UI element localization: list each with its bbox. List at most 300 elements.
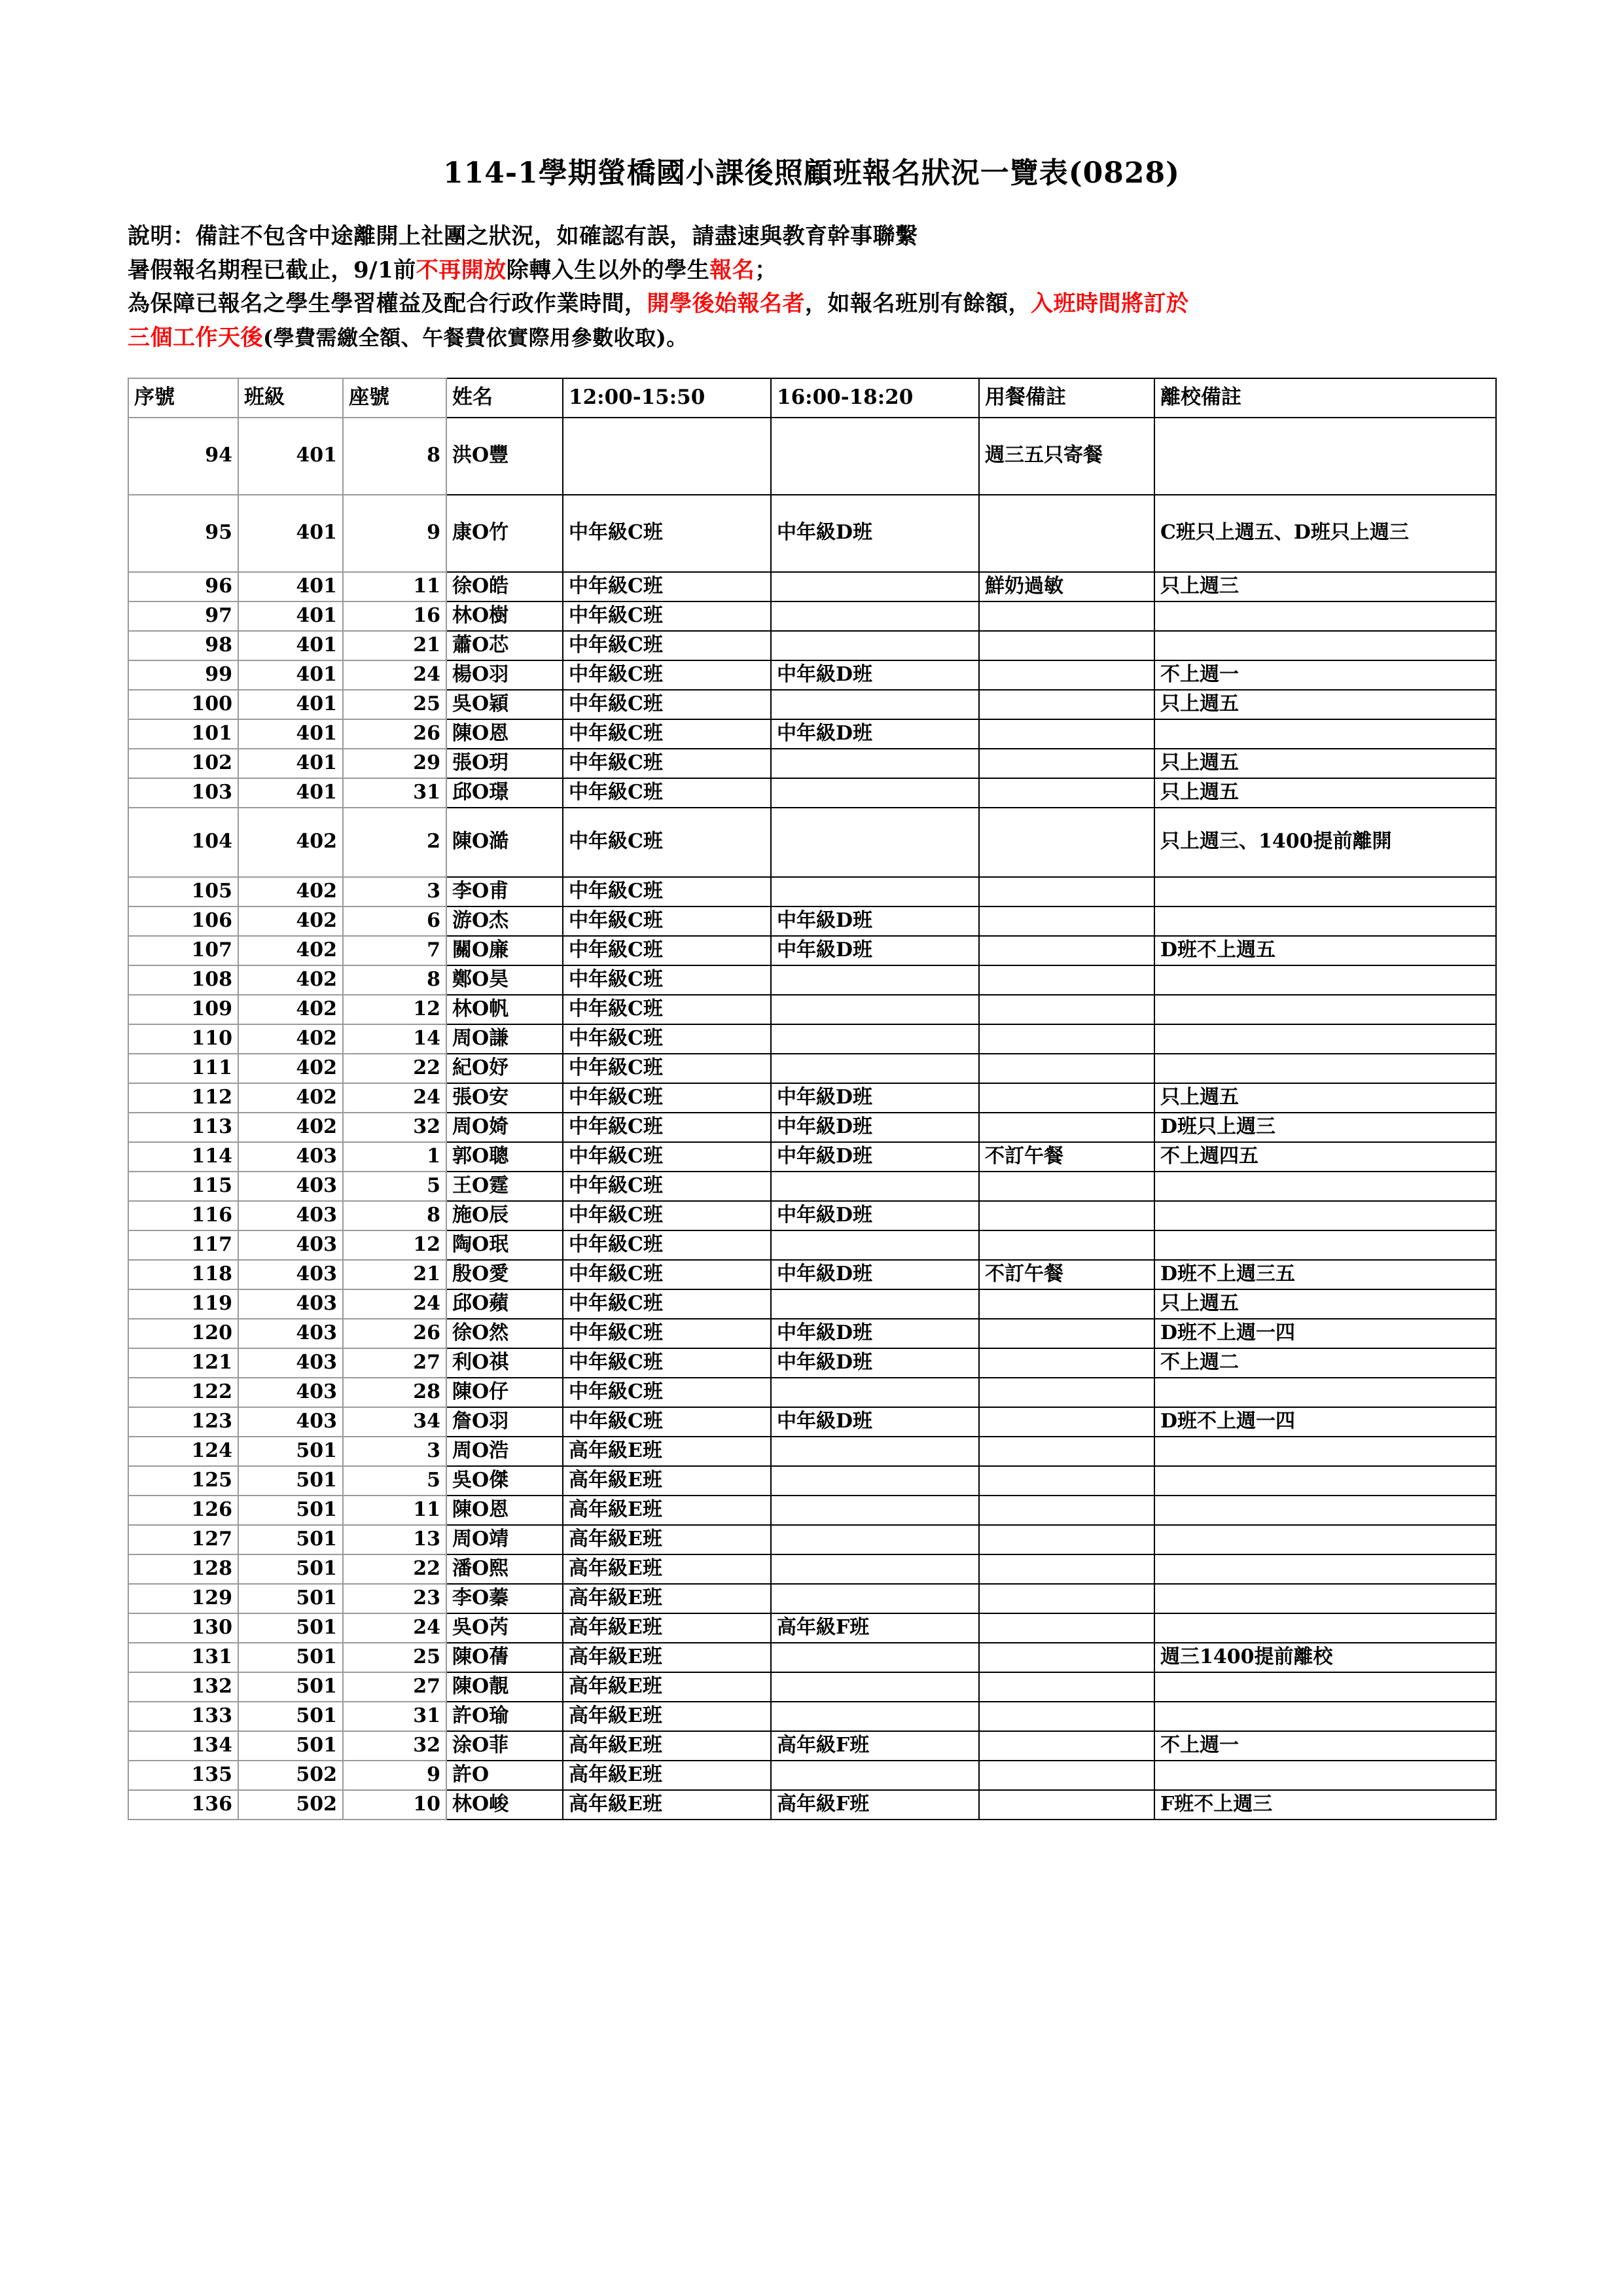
cell-meal-note	[979, 778, 1154, 808]
cell-session-am: 中年級C班	[563, 877, 771, 906]
cell-leave-note	[1154, 1172, 1496, 1201]
cell-session-pm: 中年級D班	[771, 1142, 979, 1172]
cell-name: 許O	[446, 1761, 563, 1790]
cell-classroom: 502	[238, 1761, 343, 1790]
cell-leave-note	[1154, 1613, 1496, 1643]
cell-name: 關O廉	[446, 936, 563, 965]
cell-seq: 133	[128, 1702, 238, 1731]
cell-classroom: 401	[238, 660, 343, 690]
cell-meal-note	[979, 601, 1154, 631]
cell-seat: 12	[343, 1230, 446, 1260]
table-row	[128, 660, 1496, 690]
cell-classroom: 501	[238, 1584, 343, 1613]
cell-session-am: 中年級C班	[563, 1024, 771, 1054]
cell-seat: 3	[343, 877, 446, 906]
cell-name: 周O謙	[446, 1024, 563, 1054]
cell-name: 王O霆	[446, 1172, 563, 1201]
cell-session-am: 中年級C班	[563, 1083, 771, 1113]
cell-meal-note	[979, 1761, 1154, 1790]
cell-session-pm: 中年級D班	[771, 1319, 979, 1348]
cell-session-pm	[771, 1496, 979, 1525]
cell-classroom: 401	[238, 631, 343, 660]
cell-meal-note: 鮮奶過敏	[979, 572, 1154, 601]
table-row	[128, 1466, 1496, 1496]
cell-session-pm	[771, 995, 979, 1024]
cell-classroom: 501	[238, 1613, 343, 1643]
cell-seq: 117	[128, 1230, 238, 1260]
note-line-2-part-a: 暑假報名期程已截止，9/1前	[128, 257, 416, 283]
table-row	[128, 1172, 1496, 1201]
cell-session-pm	[771, 808, 979, 877]
cell-leave-note	[1154, 1496, 1496, 1525]
notes-block	[128, 220, 1495, 355]
cell-session-am: 中年級C班	[563, 601, 771, 631]
cell-seat: 29	[343, 749, 446, 778]
cell-seq: 108	[128, 965, 238, 995]
cell-leave-note	[1154, 1024, 1496, 1054]
cell-session-pm	[771, 1437, 979, 1466]
cell-leave-note	[1154, 719, 1496, 749]
cell-name: 許O瑜	[446, 1702, 563, 1731]
cell-session-pm: 高年級F班	[771, 1613, 979, 1643]
cell-name: 蕭O芯	[446, 631, 563, 660]
cell-meal-note	[979, 1113, 1154, 1142]
cell-meal-note: 不訂午餐	[979, 1260, 1154, 1289]
cell-seq: 115	[128, 1172, 238, 1201]
table-row	[128, 1142, 1496, 1172]
table-row	[128, 1378, 1496, 1407]
column-header-seq: 序號	[128, 378, 238, 418]
cell-seat: 14	[343, 1024, 446, 1054]
column-header-session-am: 12:00-15:50	[563, 378, 771, 418]
cell-meal-note	[979, 495, 1154, 572]
cell-leave-note: D班只上週三	[1154, 1113, 1496, 1142]
cell-classroom: 501	[238, 1672, 343, 1702]
cell-seq: 101	[128, 719, 238, 749]
cell-classroom: 401	[238, 778, 343, 808]
cell-seq: 98	[128, 631, 238, 660]
table-row	[128, 995, 1496, 1024]
cell-seat: 27	[343, 1348, 446, 1378]
cell-session-am	[563, 418, 771, 495]
cell-session-am: 高年級E班	[563, 1525, 771, 1554]
column-header-leave-note: 離校備註	[1154, 378, 1496, 418]
cell-session-pm	[771, 1289, 979, 1319]
cell-seat: 7	[343, 936, 446, 965]
cell-session-pm	[771, 1054, 979, 1083]
cell-name: 利O祺	[446, 1348, 563, 1378]
cell-session-pm	[771, 877, 979, 906]
cell-name: 林O樹	[446, 601, 563, 631]
cell-leave-note	[1154, 965, 1496, 995]
cell-classroom: 401	[238, 418, 343, 495]
table-row	[128, 1083, 1496, 1113]
cell-seat: 10	[343, 1790, 446, 1820]
cell-meal-note	[979, 1054, 1154, 1083]
cell-session-am: 中年級C班	[563, 1289, 771, 1319]
cell-classroom: 501	[238, 1466, 343, 1496]
note-line-2-highlight-1: 不再開放	[416, 257, 507, 283]
cell-seat: 21	[343, 631, 446, 660]
cell-meal-note	[979, 1319, 1154, 1348]
cell-session-pm	[771, 1466, 979, 1496]
cell-session-pm	[771, 749, 979, 778]
cell-meal-note	[979, 719, 1154, 749]
cell-classroom: 501	[238, 1496, 343, 1525]
cell-session-pm	[771, 1643, 979, 1672]
cell-name: 邱O蘋	[446, 1289, 563, 1319]
table-row	[128, 719, 1496, 749]
cell-meal-note	[979, 1466, 1154, 1496]
cell-classroom: 501	[238, 1702, 343, 1731]
cell-meal-note	[979, 1702, 1154, 1731]
table-row	[128, 1407, 1496, 1437]
cell-classroom: 403	[238, 1289, 343, 1319]
table-row	[128, 1319, 1496, 1348]
cell-classroom: 501	[238, 1731, 343, 1761]
table-row	[128, 1260, 1496, 1289]
cell-meal-note	[979, 1437, 1154, 1466]
cell-name: 游O杰	[446, 906, 563, 936]
cell-seq: 100	[128, 690, 238, 719]
cell-leave-note: 只上週三、1400提前離開	[1154, 808, 1496, 877]
cell-meal-note	[979, 877, 1154, 906]
cell-seat: 8	[343, 418, 446, 495]
note-line-3	[128, 287, 1495, 321]
table-row	[128, 1702, 1496, 1731]
cell-name: 徐O然	[446, 1319, 563, 1348]
cell-session-am: 中年級C班	[563, 1407, 771, 1437]
cell-meal-note	[979, 1024, 1154, 1054]
cell-name: 洪O豐	[446, 418, 563, 495]
cell-classroom: 402	[238, 877, 343, 906]
cell-seq: 106	[128, 906, 238, 936]
cell-seq: 97	[128, 601, 238, 631]
cell-name: 張O玥	[446, 749, 563, 778]
cell-leave-note: D班不上週一四	[1154, 1319, 1496, 1348]
cell-seat: 34	[343, 1407, 446, 1437]
table-row	[128, 1024, 1496, 1054]
cell-classroom: 401	[238, 495, 343, 572]
cell-meal-note	[979, 1407, 1154, 1437]
cell-seq: 121	[128, 1348, 238, 1378]
cell-seq: 128	[128, 1554, 238, 1584]
cell-seq: 114	[128, 1142, 238, 1172]
cell-session-am: 中年級C班	[563, 906, 771, 936]
note-line-4	[128, 321, 1495, 355]
cell-classroom: 403	[238, 1230, 343, 1260]
cell-leave-note	[1154, 995, 1496, 1024]
cell-session-am: 高年級E班	[563, 1643, 771, 1672]
cell-leave-note: C班只上週五、D班只上週三	[1154, 495, 1496, 572]
cell-classroom: 401	[238, 749, 343, 778]
cell-session-am: 中年級C班	[563, 1054, 771, 1083]
cell-leave-note: 不上週一	[1154, 660, 1496, 690]
cell-name: 詹O羽	[446, 1407, 563, 1437]
cell-session-am: 中年級C班	[563, 1113, 771, 1142]
cell-name: 陳O仔	[446, 1378, 563, 1407]
cell-meal-note	[979, 1289, 1154, 1319]
cell-session-pm	[771, 1024, 979, 1054]
cell-session-am: 高年級E班	[563, 1731, 771, 1761]
cell-meal-note	[979, 1613, 1154, 1643]
table-row	[128, 1761, 1496, 1790]
cell-classroom: 403	[238, 1172, 343, 1201]
cell-classroom: 403	[238, 1319, 343, 1348]
note-line-3-highlight-2: 入班時間將訂於	[1031, 291, 1189, 317]
table-row	[128, 1672, 1496, 1702]
cell-session-am: 高年級E班	[563, 1437, 771, 1466]
cell-meal-note	[979, 1525, 1154, 1554]
cell-seq: 135	[128, 1761, 238, 1790]
cell-meal-note	[979, 1790, 1154, 1820]
table-header-row	[128, 378, 1496, 418]
cell-session-am: 中年級C班	[563, 1172, 771, 1201]
cell-seat: 5	[343, 1466, 446, 1496]
cell-seat: 3	[343, 1437, 446, 1466]
cell-classroom: 403	[238, 1378, 343, 1407]
cell-session-am: 中年級C班	[563, 719, 771, 749]
cell-session-am: 中年級C班	[563, 1319, 771, 1348]
cell-leave-note	[1154, 1584, 1496, 1613]
cell-leave-note	[1154, 418, 1496, 495]
cell-leave-note	[1154, 1761, 1496, 1790]
cell-session-pm: 中年級D班	[771, 660, 979, 690]
cell-name: 陳O蒨	[446, 1643, 563, 1672]
cell-seat: 28	[343, 1378, 446, 1407]
cell-session-pm	[771, 1584, 979, 1613]
cell-session-pm: 中年級D班	[771, 1113, 979, 1142]
cell-session-pm	[771, 1672, 979, 1702]
cell-seat: 2	[343, 808, 446, 877]
cell-seq: 110	[128, 1024, 238, 1054]
cell-name: 李O蓁	[446, 1584, 563, 1613]
cell-seat: 25	[343, 1643, 446, 1672]
cell-name: 康O竹	[446, 495, 563, 572]
column-header-classroom: 班級	[238, 378, 343, 418]
cell-name: 陳O靚	[446, 1672, 563, 1702]
cell-meal-note	[979, 749, 1154, 778]
cell-session-pm	[771, 690, 979, 719]
cell-seq: 129	[128, 1584, 238, 1613]
cell-leave-note: 不上週一	[1154, 1731, 1496, 1761]
cell-classroom: 402	[238, 936, 343, 965]
cell-session-am: 高年級E班	[563, 1613, 771, 1643]
cell-session-pm	[771, 965, 979, 995]
cell-session-am: 中年級C班	[563, 572, 771, 601]
cell-leave-note: 只上週五	[1154, 690, 1496, 719]
cell-seq: 99	[128, 660, 238, 690]
cell-session-am: 中年級C班	[563, 631, 771, 660]
cell-name: 鄭O昊	[446, 965, 563, 995]
cell-session-am: 高年級E班	[563, 1672, 771, 1702]
table-row	[128, 877, 1496, 906]
cell-leave-note: D班不上週一四	[1154, 1407, 1496, 1437]
cell-classroom: 401	[238, 719, 343, 749]
cell-session-pm: 中年級D班	[771, 495, 979, 572]
cell-session-am: 高年級E班	[563, 1790, 771, 1820]
note-line-2-highlight-2: 報名	[709, 257, 755, 283]
cell-name: 吳O芮	[446, 1613, 563, 1643]
cell-classroom: 403	[238, 1348, 343, 1378]
note-line-3-highlight-1: 開學後始報名者	[647, 291, 805, 317]
cell-session-am: 中年級C班	[563, 690, 771, 719]
cell-seat: 24	[343, 1289, 446, 1319]
table-row	[128, 1790, 1496, 1820]
cell-seq: 126	[128, 1496, 238, 1525]
cell-classroom: 402	[238, 995, 343, 1024]
cell-seat: 32	[343, 1113, 446, 1142]
cell-seat: 32	[343, 1731, 446, 1761]
cell-classroom: 402	[238, 1024, 343, 1054]
cell-seat: 23	[343, 1584, 446, 1613]
cell-session-pm	[771, 778, 979, 808]
table-row	[128, 1113, 1496, 1142]
table-row	[128, 778, 1496, 808]
table-header	[128, 378, 1496, 418]
table-body	[128, 418, 1496, 1820]
cell-meal-note	[979, 936, 1154, 965]
cell-session-am: 中年級C班	[563, 660, 771, 690]
cell-session-am: 中年級C班	[563, 495, 771, 572]
cell-session-pm	[771, 1554, 979, 1584]
cell-classroom: 403	[238, 1142, 343, 1172]
cell-leave-note: 不上週二	[1154, 1348, 1496, 1378]
cell-seat: 31	[343, 1702, 446, 1731]
cell-session-pm: 中年級D班	[771, 906, 979, 936]
cell-meal-note	[979, 660, 1154, 690]
cell-meal-note	[979, 906, 1154, 936]
table-row	[128, 418, 1496, 495]
cell-session-am: 中年級C班	[563, 965, 771, 995]
cell-name: 郭O聰	[446, 1142, 563, 1172]
cell-name: 張O安	[446, 1083, 563, 1113]
cell-meal-note	[979, 808, 1154, 877]
cell-seq: 102	[128, 749, 238, 778]
cell-leave-note: 只上週三	[1154, 572, 1496, 601]
cell-seat: 9	[343, 1761, 446, 1790]
cell-session-pm	[771, 1525, 979, 1554]
cell-session-pm	[771, 1172, 979, 1201]
cell-name: 陳O恩	[446, 1496, 563, 1525]
table-row	[128, 1613, 1496, 1643]
cell-seat: 5	[343, 1172, 446, 1201]
note-line-1-text: 說明：備註不包含中途離開上社團之狀況，如確認有誤，請盡速與教育幹事聯繫	[128, 223, 918, 249]
cell-seq: 127	[128, 1525, 238, 1554]
cell-meal-note	[979, 995, 1154, 1024]
cell-name: 徐O皓	[446, 572, 563, 601]
cell-meal-note	[979, 690, 1154, 719]
cell-leave-note: 不上週四五	[1154, 1142, 1496, 1172]
column-header-meal-note: 用餐備註	[979, 378, 1154, 418]
cell-seq: 124	[128, 1437, 238, 1466]
note-line-2-part-b: 除轉入生以外的學生	[506, 257, 710, 283]
cell-leave-note	[1154, 877, 1496, 906]
cell-meal-note	[979, 1731, 1154, 1761]
cell-classroom: 401	[238, 690, 343, 719]
table-row	[128, 906, 1496, 936]
cell-leave-note	[1154, 1437, 1496, 1466]
note-line-3-part-a: 為保障已報名之學生學習權益及配合行政作業時間，	[128, 291, 647, 317]
table-row	[128, 495, 1496, 572]
registration-table	[128, 378, 1497, 1820]
table-row	[128, 749, 1496, 778]
cell-name: 邱O璟	[446, 778, 563, 808]
table-row	[128, 1525, 1496, 1554]
table-row	[128, 1201, 1496, 1230]
table-row	[128, 631, 1496, 660]
cell-classroom: 402	[238, 965, 343, 995]
cell-session-am: 中年級C班	[563, 1142, 771, 1172]
cell-session-pm: 中年級D班	[771, 1348, 979, 1378]
cell-seq: 104	[128, 808, 238, 877]
cell-name: 陳O恩	[446, 719, 563, 749]
cell-session-pm	[771, 1230, 979, 1260]
cell-seat: 22	[343, 1554, 446, 1584]
cell-classroom: 501	[238, 1437, 343, 1466]
cell-seq: 134	[128, 1731, 238, 1761]
cell-leave-note: 只上週五	[1154, 1083, 1496, 1113]
note-line-4-part-a: (學費需繳全額、午餐費依實際用參數收取)。	[263, 325, 688, 351]
cell-name: 施O辰	[446, 1201, 563, 1230]
cell-session-pm	[771, 601, 979, 631]
cell-classroom: 501	[238, 1525, 343, 1554]
cell-seq: 94	[128, 418, 238, 495]
cell-session-am: 中年級C班	[563, 1378, 771, 1407]
table-row	[128, 572, 1496, 601]
cell-seq: 105	[128, 877, 238, 906]
cell-seat: 1	[343, 1142, 446, 1172]
cell-session-pm: 中年級D班	[771, 1083, 979, 1113]
cell-leave-note: D班不上週三五	[1154, 1260, 1496, 1289]
cell-seq: 131	[128, 1643, 238, 1672]
cell-seat: 21	[343, 1260, 446, 1289]
cell-name: 周O靖	[446, 1525, 563, 1554]
cell-meal-note	[979, 965, 1154, 995]
cell-classroom: 402	[238, 906, 343, 936]
cell-classroom: 501	[238, 1643, 343, 1672]
cell-seat: 13	[343, 1525, 446, 1554]
cell-classroom: 402	[238, 1113, 343, 1142]
cell-meal-note: 週三五只寄餐	[979, 418, 1154, 495]
cell-seq: 132	[128, 1672, 238, 1702]
cell-seat: 16	[343, 601, 446, 631]
cell-leave-note	[1154, 601, 1496, 631]
cell-seq: 130	[128, 1613, 238, 1643]
cell-session-am: 高年級E班	[563, 1761, 771, 1790]
cell-session-am: 高年級E班	[563, 1584, 771, 1613]
cell-name: 紀O妤	[446, 1054, 563, 1083]
cell-session-am: 高年級E班	[563, 1554, 771, 1584]
cell-session-pm	[771, 1378, 979, 1407]
cell-name: 涂O菲	[446, 1731, 563, 1761]
cell-leave-note: F班不上週三	[1154, 1790, 1496, 1820]
cell-leave-note: 只上週五	[1154, 749, 1496, 778]
table-row	[128, 1731, 1496, 1761]
cell-session-pm: 中年級D班	[771, 1201, 979, 1230]
cell-session-pm	[771, 418, 979, 495]
table-row	[128, 690, 1496, 719]
cell-name: 吳O傑	[446, 1466, 563, 1496]
cell-seq: 119	[128, 1289, 238, 1319]
cell-session-pm	[771, 1702, 979, 1731]
table-row	[128, 601, 1496, 631]
cell-name: 殷O愛	[446, 1260, 563, 1289]
cell-seq: 103	[128, 778, 238, 808]
cell-seat: 11	[343, 1496, 446, 1525]
cell-classroom: 401	[238, 572, 343, 601]
note-line-4-highlight-3: 三個工作天後	[128, 325, 263, 351]
